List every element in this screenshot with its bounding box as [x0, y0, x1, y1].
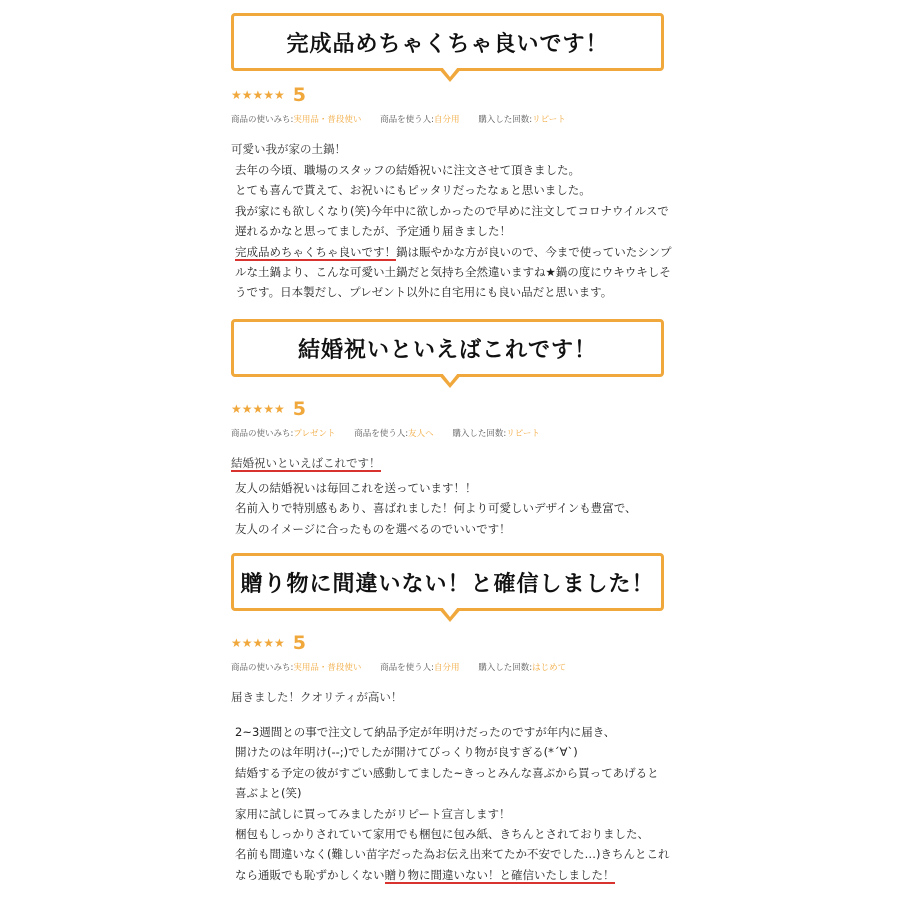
review-line: うです。日本製だし、プレゼント以外に自宅用にも良い品だと思います。 [235, 285, 613, 300]
rating-row [231, 633, 306, 653]
review-meta [231, 113, 582, 125]
review-line: 名前も間違いなく(難しい苗字だった為お伝え出来てたか不安でした…)きちんとこれ [235, 847, 670, 862]
rating-score: 5 [292, 398, 307, 420]
bubble-tail-fill [442, 67, 458, 77]
review-title-bubble [231, 13, 664, 71]
review-line: 喜ぶよと(笑) [235, 786, 302, 801]
review-line: とても喜んで貰えて、お祝いにもピッタリだったなぁと思いました。 [235, 183, 591, 198]
review-headline: 可愛い我が家の土鍋！ [231, 142, 346, 156]
usage-label: 商品の使いみち: [231, 115, 294, 125]
user-value: 自分用 [433, 115, 460, 125]
user-label: 商品を使う人: [380, 115, 434, 125]
bubble-tail-fill [442, 607, 458, 617]
usage-value: 実用品・普段使い [293, 663, 362, 673]
purchase-count-label: 購入した回数: [452, 429, 507, 439]
user-value: 友人へ [408, 429, 434, 439]
review-line: 開けたのは年明け(--;)でしたが開けてびっくり物が良すぎる(*´∀`) [235, 745, 578, 760]
review-body [235, 160, 672, 303]
review-line-pre: なら通販でも恥ずかしくない [235, 867, 385, 882]
review-line: 家用に試しに買ってみましたがリピート宣言します！ [235, 806, 511, 821]
usage-value: 実用品・普段使い [293, 115, 362, 125]
highlighted-headline: 結婚祝いといえばこれです！ [231, 456, 381, 470]
usage-value: プレゼント [293, 429, 336, 439]
review-title: 贈り物に間違いない！と確信しました！ [240, 571, 655, 597]
review-body [235, 478, 665, 539]
review-title: 結婚祝いといえばこれです！ [297, 337, 597, 363]
rating-row [231, 399, 306, 419]
review-line [235, 242, 672, 262]
star-rating-icon: ★★★★★ [231, 402, 285, 416]
purchase-count-label: 購入した回数: [478, 663, 533, 673]
highlighted-phrase: 完成品めちゃくちゃ良いです！ [235, 244, 396, 259]
user-label: 商品を使う人: [354, 429, 409, 439]
review-line: 我が家にも欲しくなり(笑)今年中に欲しかったので早めに注文してコロナウイルスで [235, 203, 669, 218]
review-line: 梱包もしっかりされていて家用でも梱包に包み紙、きちんとされておりました、 [235, 826, 649, 841]
review-line: 遅れるかなと思ってましたが、予定通り届きました！ [235, 224, 511, 239]
review-line: 友人のイメージに合ったものを選べるのでいいです！ [235, 521, 511, 536]
star-rating-icon: ★★★★★ [231, 636, 285, 650]
rating-score: 5 [292, 84, 307, 106]
review-title-bubble [231, 553, 664, 611]
review-body [235, 722, 670, 885]
review-line [235, 865, 665, 885]
purchase-count-label: 購入した回数: [478, 115, 533, 125]
review-line: 2~3週間との事で注文して納品予定が年明けだったのですが年内に届き、 [235, 725, 616, 739]
purchase-count-value: はじめて [532, 663, 567, 673]
review-headline: 届きました！クオリティが高い！ [231, 690, 403, 704]
review-line: 友人の結婚祝いは毎回これを送っています！！ [235, 481, 477, 495]
usage-label: 商品の使いみち: [231, 429, 294, 439]
user-value: 自分用 [433, 663, 460, 673]
purchase-count-value: リピート [506, 429, 540, 439]
review-line: 結婚する予定の彼がすごい感動してました~きっとみんな喜ぶから買ってあげると [235, 765, 659, 780]
purchase-count-value: リピート [532, 115, 566, 125]
bubble-tail-fill [442, 373, 458, 383]
review-line: ルな土鍋より、こんな可愛い土鍋だと気持ち全然違いますね★鍋の度にウキウキしそ [235, 264, 671, 279]
usage-label: 商品の使いみち: [231, 663, 294, 673]
rating-score: 5 [292, 632, 307, 654]
highlighted-phrase: 贈り物に間違いない！と確信いたしました！ [384, 867, 615, 882]
review-meta [231, 661, 582, 673]
user-label: 商品を使う人: [380, 663, 434, 673]
review-title-bubble [231, 319, 664, 377]
star-rating-icon: ★★★★★ [231, 88, 285, 102]
review-headline [231, 455, 381, 471]
review-title: 完成品めちゃくちゃ良いです！ [286, 31, 609, 57]
review-line: 去年の今頃、職場のスタッフの結婚祝いに注文させて頂きました。 [235, 163, 580, 177]
review-line: 名前入りで特別感もあり、喜ばれました！何より可愛しいデザインも豊富で、 [235, 501, 637, 516]
rating-row [231, 85, 306, 105]
review-line-rest: 鍋は賑やかな方が良いので、今まで使っていたシンプ [396, 244, 672, 259]
review-meta [231, 427, 556, 439]
